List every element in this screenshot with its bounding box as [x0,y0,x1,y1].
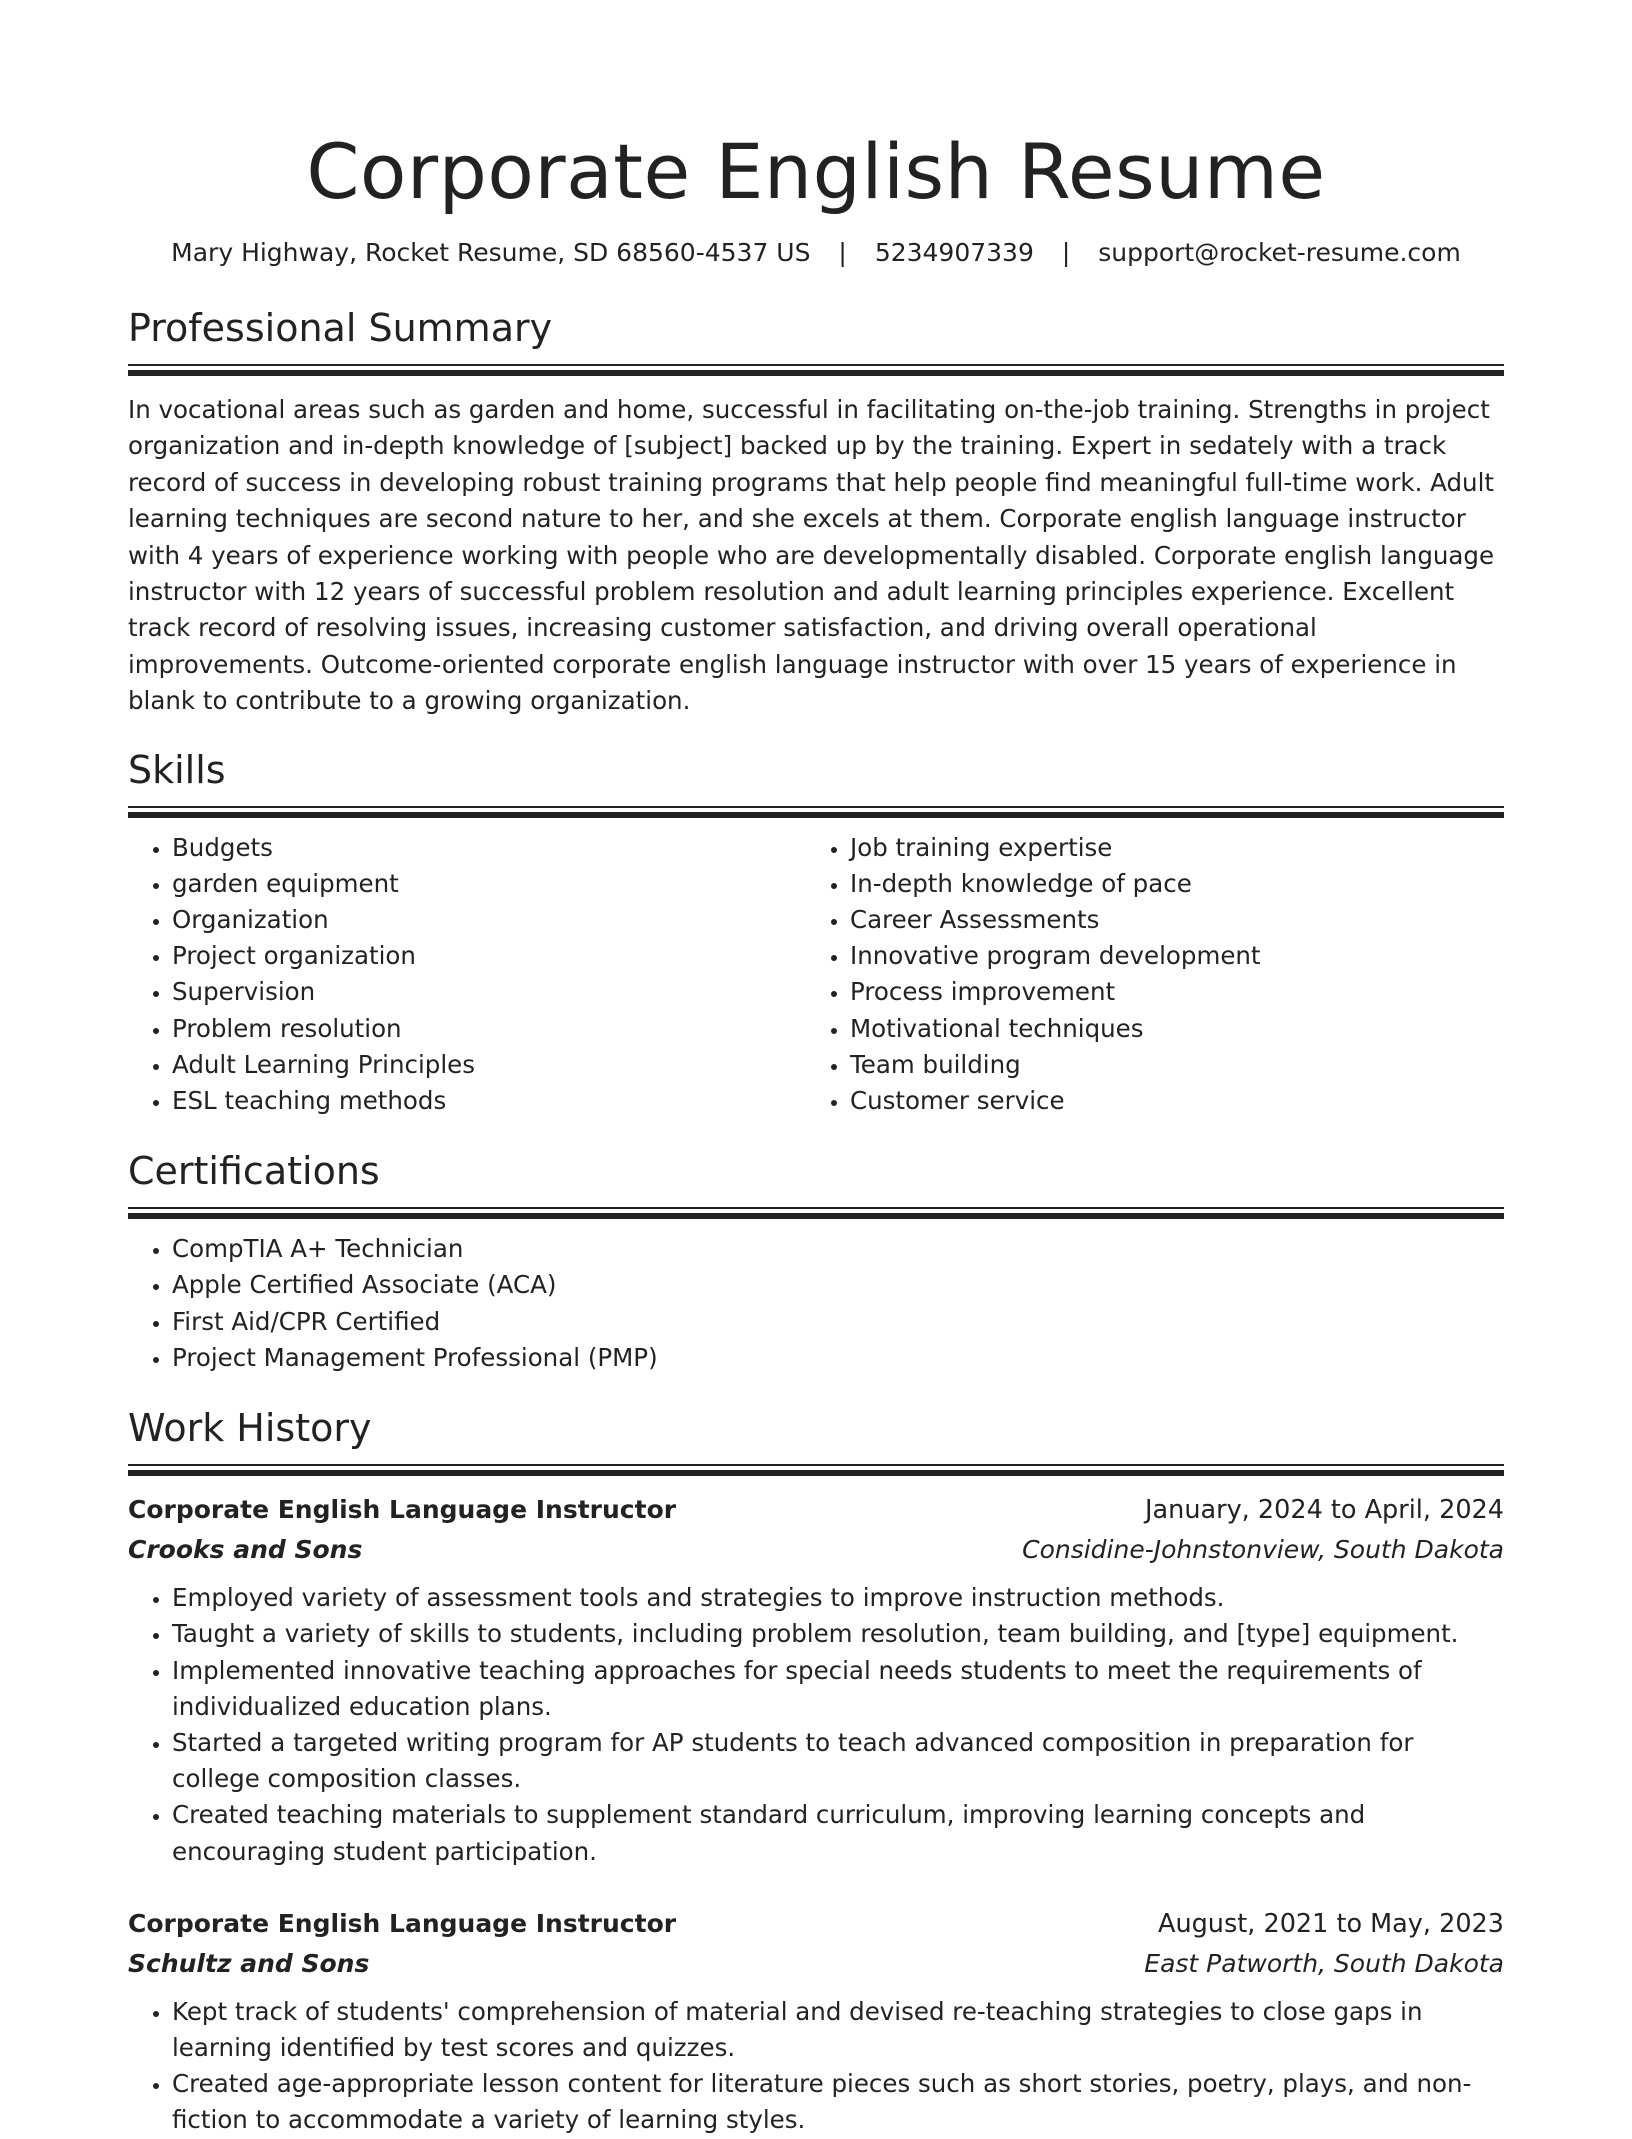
job-bullets [128,1580,1504,1870]
job-header-row [128,1490,1504,1530]
certification-item: • Apple Certified Associate (ACA) [172,1267,1504,1303]
work-history-heading: Work History [128,1406,372,1451]
summary-heading: Professional Summary [128,306,553,350]
job-bullet: • Kept track of students' comprehension of material and devised re-teaching strategies to close gaps in learning identified by test scores and quizzes. [172,1994,1504,2066]
section-divider [128,364,1504,376]
resume-page [128,0,1504,2139]
skills-heading: Skills [128,747,226,792]
job-bullet: • Employed variety of assessment tools and strategies to improve instruction methods. [172,1580,1504,1616]
summary-section [128,304,1504,720]
certification-item: • First Aid/CPR Certified [172,1304,1504,1340]
contact-phone: 5234907339 [874,238,1034,267]
resume-title: Corporate English Resume [306,127,1326,216]
skills-section [128,746,1504,1120]
skill-item: • Customer service [850,1083,1484,1119]
job-bullet: • Created teaching materials to supplement standard curriculum, improving learning concepts and encouraging student participation. [172,1797,1504,1869]
skills-grid [128,830,1504,1120]
job-entry [128,1490,1504,1870]
section-divider [128,1464,1504,1476]
skill-item: • Problem resolution [172,1011,806,1047]
certification-item: • CompTIA A+ Technician [172,1231,1504,1267]
skills-list-left [128,830,806,1120]
contact-address: Mary Highway, Rocket Resume, SD 68560-4537 US [171,238,811,267]
certifications-heading: Certifications [128,1149,380,1194]
certifications-section [128,1147,1504,1376]
job-subheader-row [128,1530,1504,1570]
skills-column-left [128,830,806,1120]
job-title: Corporate English Language Instructor [128,1495,677,1525]
skill-item: • Process improvement [850,974,1484,1010]
job-bullet: • Started a targeted writing program for AP students to teach advanced composition in preparation for college composition classes. [172,1725,1504,1797]
skill-item: • Budgets [172,830,806,866]
skills-list-right [806,830,1484,1120]
job-bullets [128,1994,1504,2139]
skill-item: • Organization [172,902,806,938]
job-subheader-row [128,1944,1504,1984]
job-entry [128,1904,1504,2139]
skill-item: • Innovative program development [850,938,1484,974]
skill-item: • Adult Learning Principles [172,1047,806,1083]
work-history-section [128,1404,1504,2138]
summary-text: In vocational areas such as garden and home, successful in facilitating on-the-job training. Strengths in project organization and in-depth knowledge of [subject] backed up by the training. Expert in sedately with a track record of success in developing robust training programs that help people find meaningful full-time work. Adult learning techniques are second nature to her, and she excels at them. Corporate english language instructor with 4 years of experience working with people who are developmentally disabled. Corporate english language instructor with 12 years of successful problem resolution and adult learning principles experience. Excellent track record of resolving issues, increasing customer satisfaction, and driving overall operational improvements. Outcome-oriented corporate english language instructor with over 15 years of experience in blank to contribute to a growing organization. [128,395,1495,716]
skill-item: • Job training expertise [850,830,1484,866]
contact-email: support@rocket-resume.com [1098,238,1461,267]
certifications-list [128,1231,1504,1376]
skill-item: • Project organization [172,938,806,974]
skill-item: • ESL teaching methods [172,1083,806,1119]
job-dates: January, 2024 to April, 2024 [1145,1495,1504,1526]
job-company: Schultz and Sons [128,1948,370,1978]
skill-item: • Career Assessments [850,902,1484,938]
skill-item: • Motivational techniques [850,1011,1484,1047]
contact-separator: | [838,238,847,267]
job-company: Crooks and Sons [128,1535,363,1565]
job-header-row [128,1904,1504,1944]
job-bullet: • Created age-appropriate lesson content for literature pieces such as short stories, poetry, plays, and non-fiction to accommodate a variety of learning styles. [172,2066,1504,2138]
job-dates: August, 2021 to May, 2023 [1158,1908,1504,1939]
section-divider [128,1207,1504,1219]
job-location: East Patworth, South Dakota [1144,1948,1504,1978]
contact-line [128,236,1504,270]
skill-item: • Team building [850,1047,1484,1083]
skills-column-right [806,830,1484,1120]
section-divider [128,806,1504,818]
job-title: Corporate English Language Instructor [128,1908,677,1938]
skill-item: • Supervision [172,974,806,1010]
skill-item: • In-depth knowledge of pace [850,866,1484,902]
certification-item: • Project Management Professional (PMP) [172,1340,1504,1376]
skill-item: • garden equipment [172,866,806,902]
job-bullet: • Taught a variety of skills to students, including problem resolution, team building, and [type] equipment. [172,1616,1504,1652]
job-bullet: • Implemented innovative teaching approaches for special needs students to meet the requirements of individualized education plans. [172,1653,1504,1725]
contact-separator: | [1061,238,1071,267]
job-location: Considine-Johnstonview, South Dakota [1022,1535,1504,1565]
